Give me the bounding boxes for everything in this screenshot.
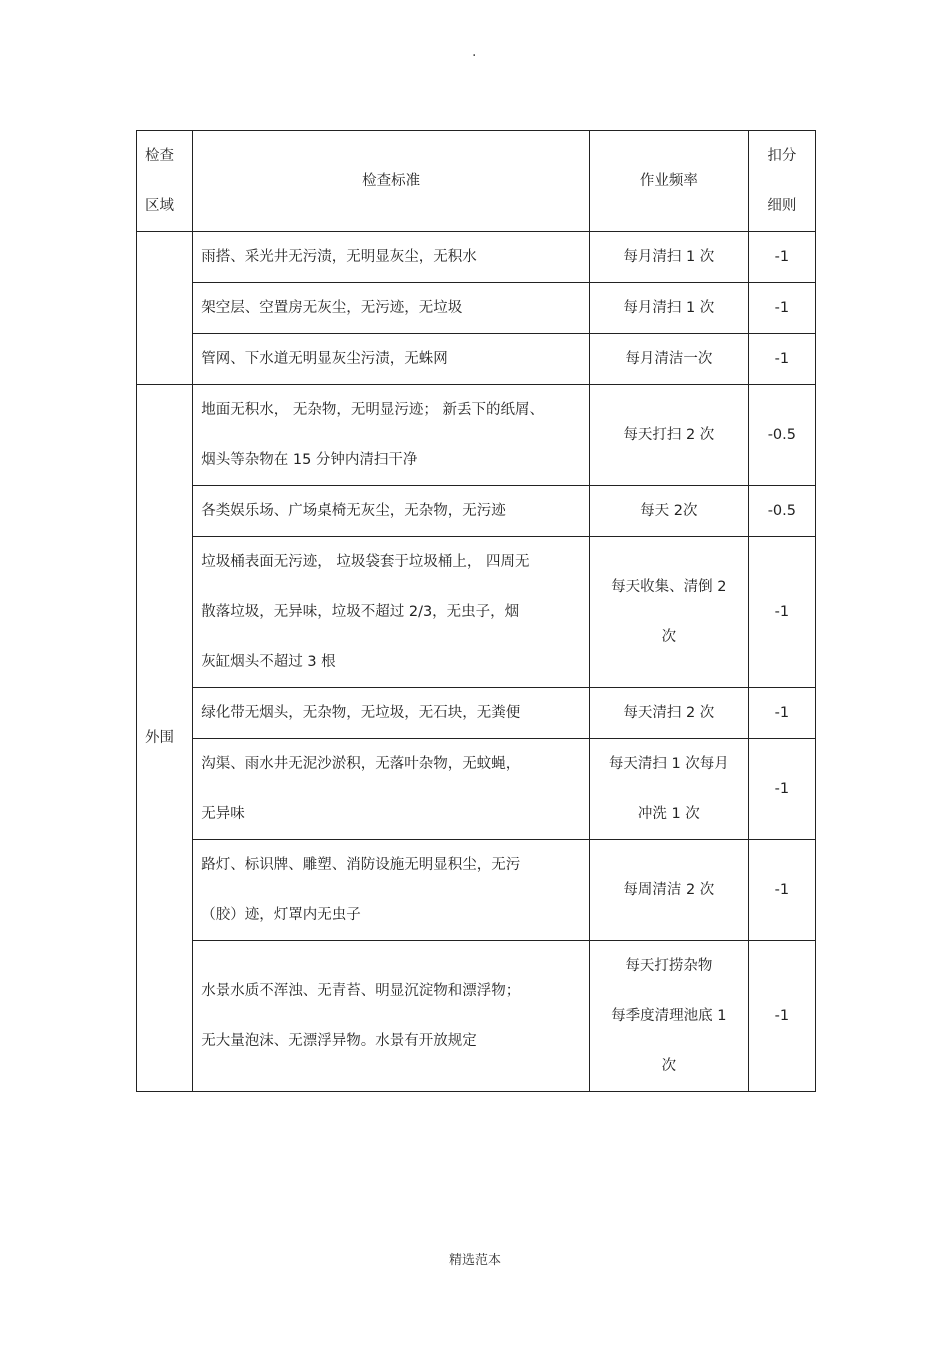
frequency-line: 每月清扫 1 次 bbox=[623, 300, 715, 316]
standard-cell bbox=[193, 840, 590, 941]
frequency-cell bbox=[589, 537, 748, 688]
top-mark: . bbox=[472, 44, 477, 60]
header-frequency: 作业频率 bbox=[589, 131, 748, 232]
deduction-cell: -1 bbox=[748, 840, 815, 941]
deduction-cell: -1 bbox=[748, 941, 815, 1092]
deduction-cell: -0.5 bbox=[748, 385, 815, 486]
deduction-cell: -1 bbox=[748, 334, 815, 385]
header-area bbox=[137, 131, 193, 232]
frequency-cell bbox=[589, 941, 748, 1092]
frequency-cell bbox=[589, 840, 748, 941]
table-row bbox=[137, 840, 816, 941]
standard-cell bbox=[193, 232, 590, 283]
frequency-cell bbox=[589, 334, 748, 385]
area-cell bbox=[137, 232, 193, 385]
header-area-line-1: 检查 bbox=[145, 148, 174, 164]
standard-line: 水景水质不浑浊、无青苔、明显沉淀物和漂浮物； bbox=[201, 983, 521, 999]
standard-cell bbox=[193, 739, 590, 840]
frequency-cell bbox=[589, 385, 748, 486]
standard-line: 地面无积水， 无杂物，无明显污迹； 新丢下的纸屑、 bbox=[201, 402, 544, 418]
header-standard: 检查标准 bbox=[193, 131, 590, 232]
table-row bbox=[137, 688, 816, 739]
standard-cell bbox=[193, 283, 590, 334]
standard-cell bbox=[193, 385, 590, 486]
page-footer: 精选范本 bbox=[448, 1253, 501, 1268]
header-deduction-line-1: 扣分 bbox=[767, 148, 797, 164]
standard-line: 管网、下水道无明显灰尘污渍，无蛛网 bbox=[201, 351, 448, 367]
standard-line: 路灯、标识牌、雕塑、消防设施无明显积尘，无污 bbox=[201, 857, 521, 873]
table-row bbox=[137, 385, 816, 486]
standard-cell bbox=[193, 537, 590, 688]
standard-line: 无大量泡沫、无漂浮异物。水景有开放规定 bbox=[201, 1033, 477, 1049]
deduction-cell: -0.5 bbox=[748, 486, 815, 537]
standard-line: 绿化带无烟头，无杂物，无垃圾，无石块，无粪便 bbox=[201, 705, 521, 721]
frequency-line: 每月清扫 1 次 bbox=[623, 249, 715, 265]
header-deduction-line-2: 细则 bbox=[767, 198, 797, 214]
standard-line: 架空层、空置房无灰尘，无污迹，无垃圾 bbox=[201, 300, 463, 316]
table-row bbox=[137, 334, 816, 385]
frequency-line: 每天清扫 1 次每月 bbox=[608, 756, 729, 772]
standard-line: 烟头等杂物在 15 分钟内清扫干净 bbox=[201, 452, 418, 468]
frequency-line: 每天打扫 2 次 bbox=[623, 427, 715, 443]
standard-cell bbox=[193, 486, 590, 537]
table-row bbox=[137, 537, 816, 688]
frequency-line: 每季度清理池底 1 bbox=[611, 1008, 727, 1024]
frequency-line: 每天打捞杂物 bbox=[625, 958, 713, 974]
area-cell: 外围 bbox=[137, 385, 193, 1092]
deduction-cell: -1 bbox=[748, 537, 815, 688]
frequency-cell bbox=[589, 486, 748, 537]
frequency-cell bbox=[589, 688, 748, 739]
table-row bbox=[137, 941, 816, 1092]
standard-line: 各类娱乐场、广场桌椅无灰尘，无杂物，无污迹 bbox=[201, 503, 506, 519]
standard-line: 垃圾桶表面无污迹， 垃圾袋套于垃圾桶上， 四周无 bbox=[201, 554, 530, 570]
table-row bbox=[137, 486, 816, 537]
standard-line: 灰缸烟头不超过 3 根 bbox=[201, 654, 336, 670]
deduction-cell: -1 bbox=[748, 283, 815, 334]
frequency-line: 每天清扫 2 次 bbox=[623, 705, 715, 721]
standard-line: （胶）迹，灯罩内无虫子 bbox=[201, 907, 361, 923]
frequency-line: 每天收集、清倒 2 bbox=[611, 579, 727, 595]
standard-cell bbox=[193, 941, 590, 1092]
frequency-cell bbox=[589, 283, 748, 334]
frequency-line: 次 bbox=[661, 1058, 677, 1074]
frequency-cell bbox=[589, 232, 748, 283]
standard-cell bbox=[193, 688, 590, 739]
standard-line: 无异味 bbox=[201, 806, 245, 822]
frequency-line: 每周清洁 2 次 bbox=[623, 882, 715, 898]
frequency-line: 每天 2次 bbox=[640, 503, 698, 519]
inspection-standards-table bbox=[136, 130, 816, 1092]
standard-line: 雨搭、采光井无污渍，无明显灰尘，无积水 bbox=[201, 249, 477, 265]
frequency-line: 次 bbox=[661, 629, 677, 645]
standard-cell bbox=[193, 334, 590, 385]
header-area-line-2: 区域 bbox=[145, 198, 174, 214]
table-row bbox=[137, 283, 816, 334]
header-row bbox=[137, 131, 816, 232]
deduction-cell: -1 bbox=[748, 739, 815, 840]
standard-line: 散落垃圾，无异味，垃圾不超过 2/3，无虫子，烟 bbox=[201, 604, 520, 620]
table-row bbox=[137, 232, 816, 283]
deduction-cell: -1 bbox=[748, 688, 815, 739]
standard-line: 沟渠、雨水井无泥沙淤积，无落叶杂物，无蚊蝇， bbox=[201, 756, 521, 772]
frequency-cell bbox=[589, 739, 748, 840]
frequency-line: 每月清洁一次 bbox=[625, 351, 713, 367]
frequency-line: 冲洗 1 次 bbox=[637, 806, 700, 822]
table-row bbox=[137, 739, 816, 840]
header-deduction bbox=[748, 131, 815, 232]
deduction-cell: -1 bbox=[748, 232, 815, 283]
